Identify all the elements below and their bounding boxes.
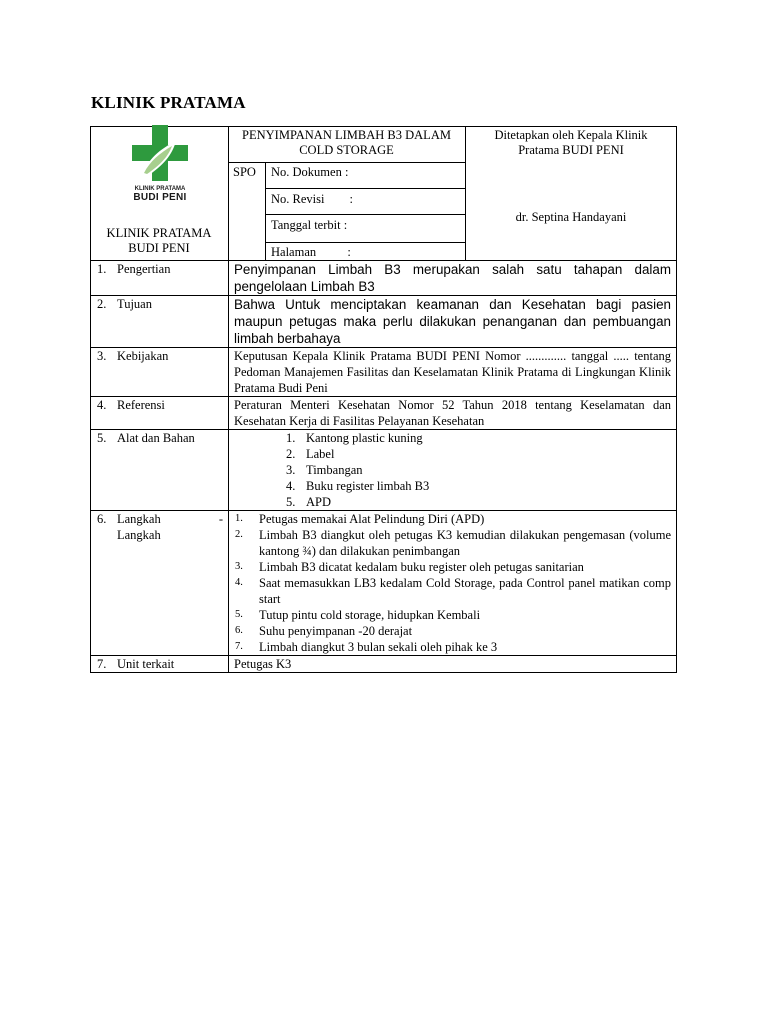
clinic-logo [132, 125, 188, 185]
row-referensi [91, 397, 677, 430]
divider [265, 188, 465, 189]
item-number: 5. [235, 609, 243, 620]
tools-list [234, 430, 671, 510]
row-label: Pengertian [117, 262, 171, 276]
row-unit-terkait [91, 656, 677, 673]
field-no-dokumen: No. Dokumen : [271, 165, 349, 179]
spo-table [90, 260, 677, 673]
item-text: Limbah B3 dicatat kedalam buku register oleh petugas sanitarian [259, 560, 584, 574]
field-halaman: Halaman : [271, 245, 351, 259]
row-number: 5. [97, 431, 107, 445]
list-item [234, 639, 671, 655]
row-kebijakan [91, 348, 677, 397]
list-item [234, 607, 671, 623]
item-text: Label [306, 447, 335, 461]
row-label: Langkah [117, 528, 161, 542]
row-alat-bahan [91, 430, 677, 511]
steps-list [234, 511, 671, 655]
hyphen: - [218, 512, 223, 526]
logo-text-name: BUDI PENI [133, 192, 187, 203]
item-text: Tutup pintu cold storage, hidupkan Kembali [259, 608, 481, 622]
row-tujuan [91, 296, 677, 348]
item-text: Limbah diangkut 3 bulan sekali oleh pihak ke 3 [259, 640, 498, 654]
row-number: 3. [97, 349, 107, 363]
kebijakan-text: Keputusan Kepala Klinik Pratama BUDI PENI Nomor ............. tanggal ..... tentang Pedoman Manajemen Fasilitas dan Keselamatan Klinik Pratama di Lingkungan Klinik Pratama Budi Peni [234, 349, 671, 395]
list-item [234, 511, 671, 527]
item-text: Timbangan [306, 463, 363, 477]
list-item [286, 430, 671, 446]
spo-label: SPO [233, 165, 256, 179]
item-number: 2. [286, 447, 296, 461]
item-number: 7. [235, 641, 243, 652]
list-item [286, 494, 671, 510]
row-label: Unit terkait [117, 657, 175, 671]
field-no-revisi: No. Revisi : [271, 192, 353, 206]
row-number: 1. [97, 262, 107, 276]
row-number: 4. [97, 398, 107, 412]
row-number: 2. [97, 297, 107, 311]
tujuan-text: Bahwa Untuk menciptakan keamanan dan Kesehatan bagi pasien maupun petugas maka perlu dilakukan penanganan dan pembuangan limbah berbahaya [234, 297, 671, 346]
page-title: KLINIK PRATAMA [91, 93, 246, 112]
row-number: 6. [97, 512, 107, 526]
list-item [234, 575, 671, 607]
item-text: Kantong plastic kuning [306, 431, 423, 445]
list-item [286, 478, 671, 494]
item-text: Saat memasukkan LB3 kedalam Cold Storage, pada Control panel matikan comp start [259, 576, 671, 606]
unit-text: Petugas K3 [234, 657, 292, 671]
item-number: 2. [235, 529, 243, 540]
item-text: Buku register limbah B3 [306, 479, 430, 493]
field-tanggal-terbit: Tanggal terbit : [271, 218, 348, 232]
row-number: 7. [97, 657, 107, 671]
divider [265, 242, 465, 243]
row-label: Alat dan Bahan [117, 431, 195, 445]
referensi-text: Peraturan Menteri Kesehatan Nomor 52 Tahun 2018 tentang Keselamatan dan Kesehatan Kerja di Fasilitas Pelayanan Kesehatan [234, 398, 671, 428]
row-label: Tujuan [117, 297, 152, 311]
clinic-name: KLINIK PRATAMA BUDI PENI [106, 226, 212, 255]
divider [265, 214, 465, 215]
list-item [234, 623, 671, 639]
divider [265, 162, 266, 261]
item-number: 4. [286, 479, 296, 493]
item-number: 3. [235, 561, 243, 572]
pengertian-text: Penyimpanan Limbah B3 merupakan salah satu tahapan dalam pengelolaan Limbah B3 [234, 262, 671, 294]
signer-name: dr. Septina Handayani [515, 210, 627, 224]
item-number: 6. [235, 625, 243, 636]
divider [228, 126, 229, 261]
list-item [286, 462, 671, 478]
row-label: Kebijakan [117, 349, 169, 363]
item-text: Petugas memakai Alat Pelindung Diri (APD) [259, 512, 485, 526]
row-pengertian [91, 261, 677, 296]
divider [465, 126, 466, 261]
item-number: 4. [235, 577, 243, 588]
item-text: APD [306, 495, 332, 509]
row-label: Referensi [117, 398, 165, 412]
approval-text: Ditetapkan oleh Kepala Klinik Pratama BUDI PENI [494, 128, 648, 157]
divider [228, 162, 465, 163]
list-item [286, 446, 671, 462]
item-number: 3. [286, 463, 296, 477]
row-label: Langkah [117, 512, 161, 526]
item-text: Suhu penyimpanan -20 derajat [259, 624, 413, 638]
item-text: Limbah B3 diangkut oleh petugas K3 kemudian dilakukan pengemasan (volume kantong ¾) dan dilakukan penimbangan [259, 528, 671, 558]
list-item [234, 559, 671, 575]
item-number: 5. [286, 495, 296, 509]
row-langkah [91, 511, 677, 656]
item-number: 1. [286, 431, 296, 445]
logo-text-small: KLINIK PRATAMA [134, 186, 186, 192]
list-item [234, 527, 671, 559]
item-number: 1. [235, 513, 243, 524]
document-title: PENYIMPANAN LIMBAH B3 DALAM COLD STORAGE [242, 128, 451, 157]
